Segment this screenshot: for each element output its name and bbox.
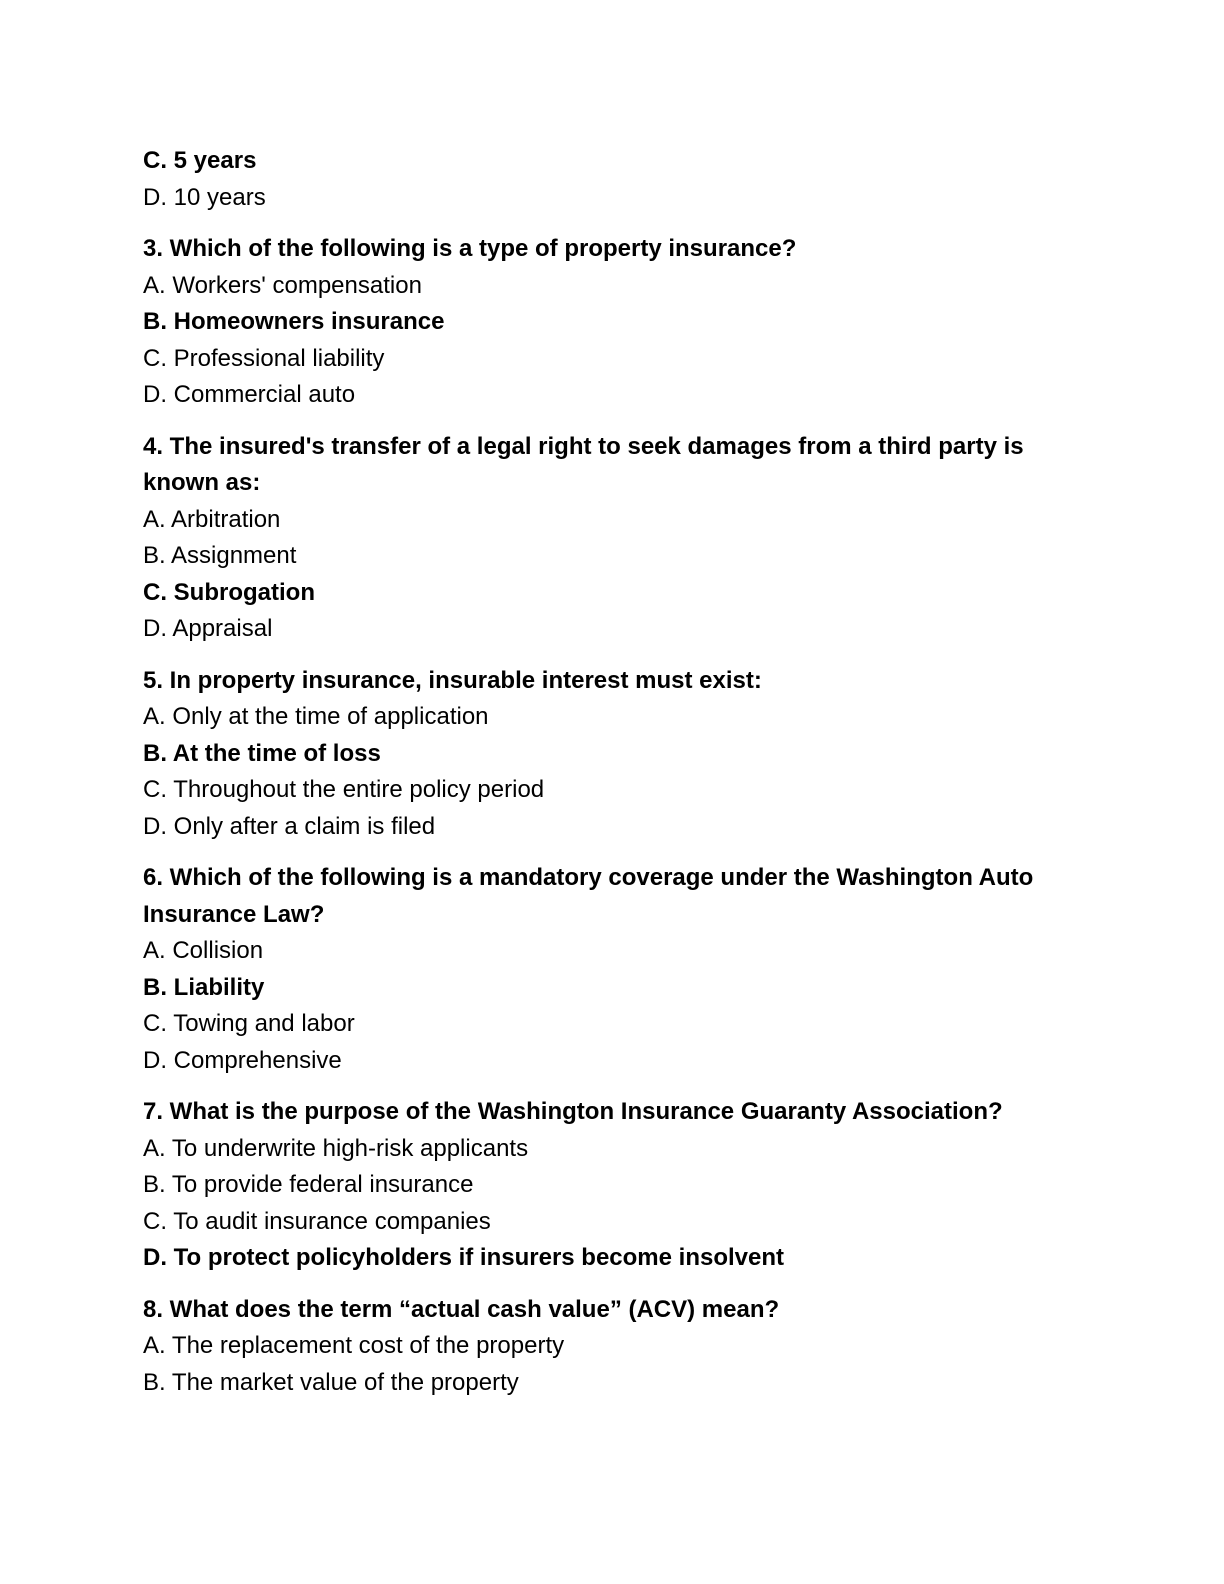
q4-option-d: D. Appraisal [143, 615, 273, 642]
question-block-3 [143, 231, 1083, 414]
q6-option-b-correct: B. Liability [143, 973, 265, 1001]
question-7-text: 7. What is the purpose of the Washington Insurance Guaranty Association? [143, 1098, 1003, 1125]
q6-option-d: D. Comprehensive [143, 1046, 342, 1074]
q4-option-a: A. Arbitration [143, 505, 281, 533]
q8-option-b: B. The market value of the property [143, 1368, 519, 1396]
q7-option-c: C. To audit insurance companies [143, 1207, 491, 1235]
q5-option-c: C. Throughout the entire policy period [143, 776, 545, 803]
question-5-text: 5. In property insurance, insurable interest must exist: [143, 666, 762, 694]
question-3-text: 3. Which of the following is a type of property insurance? [143, 235, 797, 262]
q7-option-d-correct: D. To protect policyholders if insurers become insolvent [143, 1244, 785, 1271]
document-page [143, 143, 1083, 1401]
question-block-4 [143, 429, 1083, 648]
option-c-correct: C. 5 years [143, 147, 257, 174]
question-4-text: 4. The insured's transfer of a legal right to seek damages from a third party is known as: [143, 432, 1024, 496]
option-d: D. 10 years [143, 183, 266, 211]
q3-option-a: A. Workers' compensation [143, 271, 422, 299]
q6-option-a: A. Collision [143, 937, 264, 964]
q7-option-a: A. To underwrite high-risk applicants [143, 1134, 529, 1162]
question-8-text: 8. What does the term “actual cash value” (ACV) mean? [143, 1295, 780, 1323]
q3-option-c: C. Professional liability [143, 344, 385, 372]
q4-option-c-correct: C. Subrogation [143, 578, 315, 606]
question-6-text: 6. Which of the following is a mandatory coverage under the Washington Auto Insurance Law? [143, 864, 1034, 928]
question-block-6 [143, 860, 1083, 1079]
q7-option-b: B. To provide federal insurance [143, 1171, 474, 1198]
q8-option-a: A. The replacement cost of the property [143, 1332, 565, 1359]
q4-option-b: B. Assignment [143, 542, 297, 569]
question-block-8 [143, 1292, 1083, 1402]
q5-option-a: A. Only at the time of application [143, 703, 489, 730]
q3-option-b-correct: B. Homeowners insurance [143, 308, 445, 335]
q3-option-d: D. Commercial auto [143, 381, 356, 408]
question-block-5 [143, 663, 1083, 846]
q6-option-c: C. Towing and labor [143, 1010, 355, 1037]
q5-option-d: D. Only after a claim is filed [143, 812, 436, 840]
carryover-options [143, 143, 1083, 216]
q5-option-b-correct: B. At the time of loss [143, 739, 381, 767]
question-block-7 [143, 1094, 1083, 1277]
